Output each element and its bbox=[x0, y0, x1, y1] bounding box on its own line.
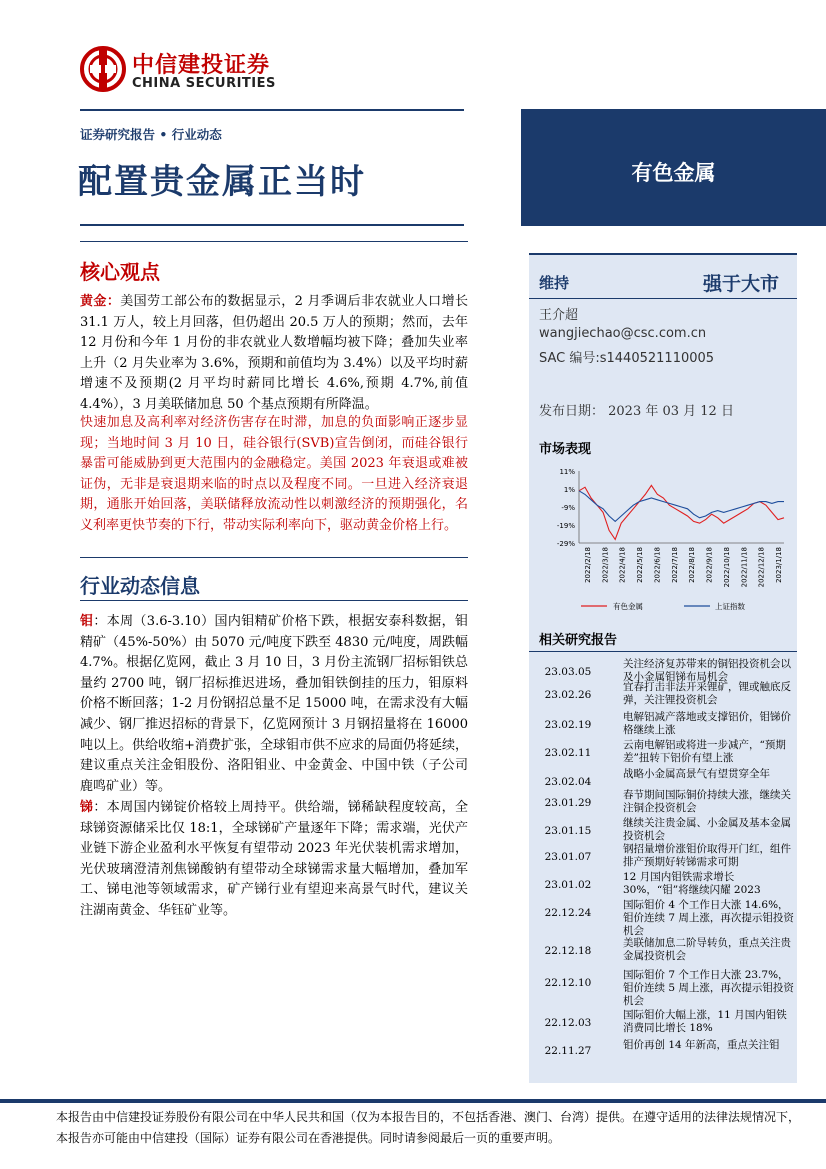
related-report-title[interactable]: 关注经济复苏带来的铜铝投资机会以及小金属钼锑布局机会 bbox=[623, 658, 791, 683]
company-logo bbox=[80, 46, 340, 96]
related-report-date: 23.02.04 bbox=[544, 776, 592, 788]
related-report-title[interactable]: 战略小金属高景气有望贯穿全年 bbox=[623, 768, 770, 780]
sector-name: 有色金属 bbox=[631, 161, 716, 185]
related-report-title[interactable]: 12 月国内钼铁需求增长 30%，“钼”将继续闪耀 2023 bbox=[623, 871, 761, 896]
x-tick-label: 2022/7/18 bbox=[670, 547, 679, 583]
related-report-date: 23.01.07 bbox=[544, 851, 592, 863]
divider bbox=[80, 109, 464, 111]
y-tick-label: -19% bbox=[556, 522, 575, 530]
x-tick-label: 2022/12/18 bbox=[757, 547, 766, 588]
analyst-name: 王介超 bbox=[539, 308, 579, 323]
x-tick-label: 2023/1/18 bbox=[775, 547, 783, 583]
related-report-date: 23.02.26 bbox=[544, 689, 592, 701]
related-report-date: 23.01.15 bbox=[544, 825, 592, 837]
related-report-date: 22.11.27 bbox=[544, 1045, 592, 1057]
market-chart bbox=[539, 458, 794, 618]
related-report-date: 23.03.05 bbox=[544, 666, 592, 678]
y-tick-label: 11% bbox=[559, 468, 575, 476]
related-report-date: 23.01.02 bbox=[544, 879, 592, 891]
related-report-date: 22.12.03 bbox=[544, 1017, 592, 1029]
page-title: 配置贵金属正当时 bbox=[78, 162, 366, 202]
related-report-date: 22.12.18 bbox=[544, 945, 592, 957]
antimony-label: 锑 bbox=[80, 800, 94, 815]
related-report-title[interactable]: 钢招量增价涨钼价取得开门红，组件排产预期好转锑需求可期 bbox=[623, 843, 791, 868]
x-tick-label: 2022/9/18 bbox=[705, 547, 714, 583]
divider bbox=[80, 557, 468, 558]
y-tick-label: -29% bbox=[556, 540, 575, 548]
related-report-title[interactable]: 云南电解铝或将进一步减产，“预期差”扭转下铝价有望上涨 bbox=[623, 739, 786, 764]
market-performance-title: 市场表现 bbox=[539, 442, 592, 457]
footer-line-1: 本报告由中信建投证券股份有限公司在中华人民共和国（仅为本报告目的，不包括香港、澳门、台湾）提供。在遵守适用的法律法规情况下， bbox=[56, 1110, 801, 1124]
series-line bbox=[579, 485, 784, 539]
related-report-title[interactable]: 国际钼价大幅上涨，11 月国内钼铁消费同比增长 18% bbox=[623, 1009, 787, 1034]
legend-label: 有色金属 bbox=[613, 602, 643, 611]
footer-divider bbox=[0, 1099, 826, 1103]
x-tick-label: 2022/3/18 bbox=[601, 547, 610, 583]
brand-name-cn: 中信建投证券 bbox=[132, 53, 271, 78]
divider bbox=[80, 224, 464, 226]
x-tick-label: 2022/11/18 bbox=[740, 547, 749, 588]
related-report-title[interactable]: 电解铝减产落地或支撑铝价，钼锑价格继续上涨 bbox=[623, 711, 791, 736]
divider bbox=[80, 600, 468, 601]
x-tick-label: 2022/4/18 bbox=[618, 547, 627, 583]
related-report-title[interactable]: 国际钼价 7 个工作日大涨 23.7%，钼价连续 5 周上涨，再次提示钼投资机会 bbox=[623, 969, 794, 1007]
gold-paragraph bbox=[80, 292, 468, 416]
related-report-title[interactable]: 宜春打击非法开采锂矿，锂或触底反弹，关注锂投资机会 bbox=[623, 681, 791, 706]
industry-title: 行业动态信息 bbox=[80, 574, 200, 598]
related-report-date: 23.01.29 bbox=[544, 797, 592, 809]
x-tick-label: 2022/8/18 bbox=[688, 547, 697, 583]
analyst-sac: SAC 编号:s1440521110005 bbox=[539, 351, 715, 366]
related-report-title[interactable]: 美联储加息二阶导转负，重点关注贵金属投资机会 bbox=[623, 937, 791, 962]
footer-disclaimer bbox=[56, 1107, 826, 1149]
molybdenum-label: 钼 bbox=[80, 614, 94, 629]
x-tick-label: 2022/10/18 bbox=[722, 547, 731, 588]
related-report-title[interactable]: 春节期间国际铜价持续大涨，继续关注铜企投资机会 bbox=[623, 789, 791, 814]
rating-bar bbox=[529, 253, 797, 299]
analyst-email[interactable]: wangjiechao@csc.com.cn bbox=[539, 326, 707, 341]
divider bbox=[80, 241, 468, 242]
rating-maintain: 维持 bbox=[539, 274, 570, 292]
footer-line-2: 本报告亦可能由中信建投（国际）证券有限公司在香港提供。同时请参阅最后一页的重要声明。 bbox=[56, 1131, 561, 1145]
report-type: 证券研究报告 • 行业动态 bbox=[80, 127, 222, 142]
related-report-date: 22.12.24 bbox=[544, 907, 592, 919]
x-tick-label: 2022/2/18 bbox=[584, 547, 592, 583]
antimony-paragraph bbox=[80, 798, 468, 922]
molybdenum-paragraph bbox=[80, 612, 468, 797]
related-report-date: 23.02.11 bbox=[544, 747, 592, 759]
related-report-title[interactable]: 钼价再创 14 年新高，重点关注钼 bbox=[623, 1039, 780, 1051]
legend-label: 上证指数 bbox=[715, 602, 745, 611]
related-report-date: 22.12.10 bbox=[544, 977, 592, 989]
related-reports-title: 相关研究报告 bbox=[539, 633, 618, 648]
related-report-date: 23.02.19 bbox=[544, 719, 592, 731]
related-report-title[interactable]: 国际钼价 4 个工作日大涨 14.6%，钼价连续 7 周上涨，再次提示钼投资机会 bbox=[623, 899, 794, 937]
series-line bbox=[579, 491, 784, 522]
y-tick-label: -9% bbox=[561, 504, 575, 512]
x-tick-label: 2022/6/18 bbox=[653, 547, 662, 583]
gold-text: 美国劳工部公布的数据显示，2 月季调后非农就业人口增长 31.1 万人，较上月回落，但仍超出 20.5 万人的预期；然而，去年 12 月份和今年 1 月份的非农就业人数增幅均被下降；叠加失业率上升（2 月失业率为 3.6%，预期和前值均为 3.4%）以及平均时薪增速不及预期(2 月平均时薪同比增长 4.6%,预期 4.7%,前值 4.4%），3 月美联储加息 50 个基点预期有所降温。 bbox=[80, 294, 468, 412]
logo-emblem-icon bbox=[80, 46, 126, 92]
rating-value: 强于大市 bbox=[702, 273, 779, 295]
antimony-text: ：本周国内锑锭价格较上周持平。供给端，锑稀缺程度较高，全球锑资源储采比仅 18:1，全球锑矿产量逐年下降；需求端，光伏产业链下游企业盈利水平恢复有望带动 2023 年光伏装机需求增加，光伏玻璃澄清剂焦锑酸钠有望带动全球锑需求量大幅增加，叠加军工、锑电池等领域需求，矿产锑行业有望迎来高景气时代，建议关注湖南黄金、华钰矿业等。 bbox=[80, 800, 468, 918]
publish-date: 发布日期： 2023 年 03 月 12 日 bbox=[539, 404, 734, 419]
sector-banner bbox=[521, 109, 826, 226]
gold-paragraph-2: 快速加息及高利率对经济伤害存在时滞，加息的负面影响正逐步显现；当地时间 3 月 10 日，硅谷银行(SVB)宣告倒闭，而硅谷银行暴雷可能威胁到更大范围内的金融稳定。美国 2023 年衰退或难被证伪，无非是衰退期来临的时点以及程度不同。一旦进入经济衰退期，通胀开始回落，美联储释放流动性以刺激经济的预期强化，名义利率更快节奏的下行，带动实际利率向下，驱动黄金价格上行。 bbox=[80, 415, 468, 533]
core-view-title: 核心观点 bbox=[80, 260, 160, 284]
divider bbox=[529, 651, 797, 652]
x-tick-label: 2022/5/18 bbox=[636, 547, 645, 583]
related-report-title[interactable]: 继续关注贵金属、小金属及基本金属投资机会 bbox=[623, 817, 791, 842]
market-chart-svg bbox=[539, 458, 794, 618]
molybdenum-text: ：本周（3.6-3.10）国内钼精矿价格下跌，根据安泰科数据，钼精矿（45%-50%）由 5070 元/吨度下跌至 4830 元/吨度，周跌幅 4.7%。根据亿览网，截止 3 月 10 日，3 月份主流钢厂招标钼铁总量约 2700 吨，钢厂招标推迟进场，叠加钼铁倒挂的压力，钼原料价格不断回落；1-2 月份钢招总量不足 15000 吨，在需求没有大幅减少、钢厂推迟招标的背景下，亿览网预计 3 月钢招量将在 16000 吨以上。供给收缩+消费扩张，全球钼市供不应求的局面仍将延续，建议重点关注金钼股份、洛阳钼业、中金黄金、中国中铁（子公司鹿鸣矿业）等。 bbox=[80, 614, 468, 794]
y-tick-label: 1% bbox=[563, 486, 575, 494]
gold-label: 黄金： bbox=[80, 294, 121, 309]
brand-name-en: CHINA SECURITIES bbox=[132, 76, 276, 91]
right-sidebar bbox=[529, 253, 797, 1083]
